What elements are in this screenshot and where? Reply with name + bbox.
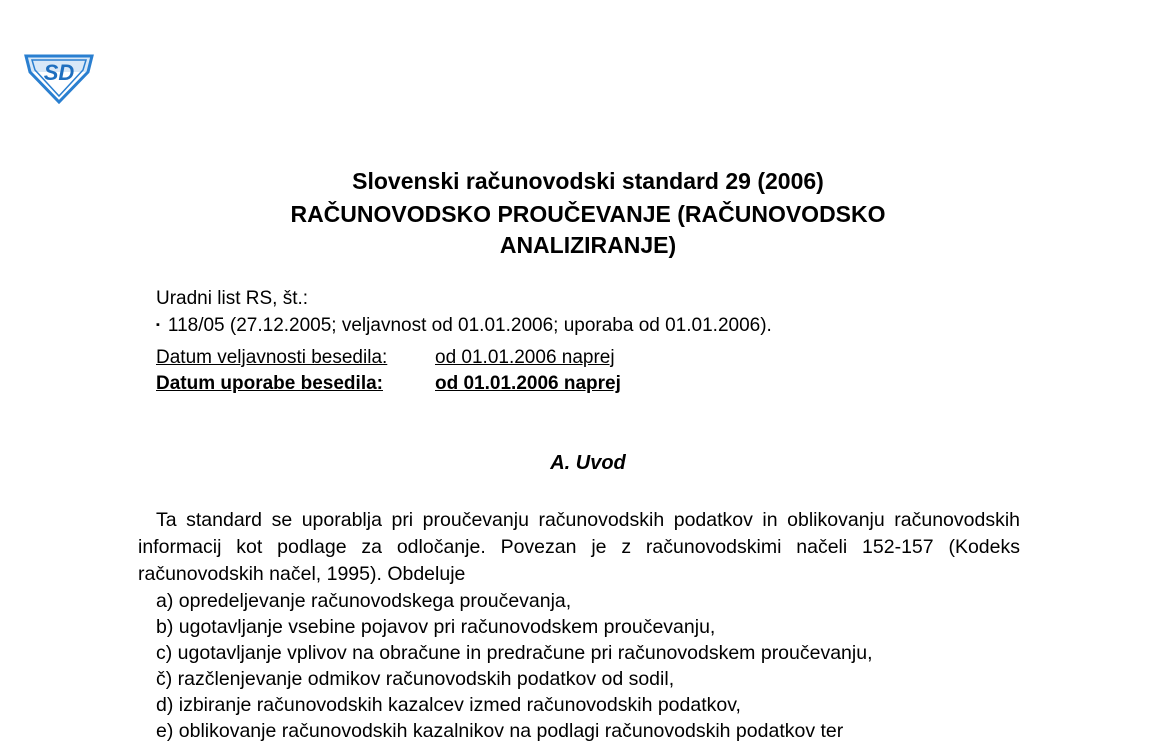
list-item: č) razčlenjevanje odmikov računovodskih podatkov od sodil, xyxy=(156,668,675,690)
document-subtitle-line2: ANALIZIRANJE) xyxy=(499,232,677,258)
validity-date-row xyxy=(156,347,615,369)
list-item: b) ugotavljanje vsebine pojavov pri računovodskem proučevanju, xyxy=(156,616,716,638)
bullet-icon: ▪ xyxy=(156,319,160,331)
application-date-label: Datum uporabe besedila: xyxy=(156,373,383,394)
gazette-label: Uradni list RS, št.: xyxy=(156,288,309,309)
gazette-issue xyxy=(156,314,772,337)
validity-date-label: Datum veljavnosti besedila: xyxy=(156,347,388,368)
topic-list xyxy=(156,588,1056,743)
document-subtitle-line1: RAČUNOVODSKO PROUČEVANJE (RAČUNOVODSKO xyxy=(290,201,886,227)
gazette-issue-text: 118/05 (27.12.2005; veljavnost od 01.01.2006; uporaba od 01.01.2006). xyxy=(167,315,772,336)
document-title: Slovenski računovodski standard 29 (2006) xyxy=(352,168,824,194)
intro-paragraph: Ta standard se uporablja pri proučevanju računovodskih podatkov in oblikovanju računovodskih informacij kot podlage za odločanje. Povezan je z računovodskimi načeli 152-157 (Kodeks računovodskih načel, 1995). Obdeluje xyxy=(138,509,1020,585)
application-date-value: od 01.01.2006 naprej xyxy=(435,373,621,394)
section-heading: A. Uvod xyxy=(550,452,626,474)
list-item: d) izbiranje računovodskih kazalcev izmed računovodskih podatkov, xyxy=(156,694,741,716)
validity-date-value: od 01.01.2006 naprej xyxy=(435,347,615,368)
list-item: a) opredeljevanje računovodskega proučevanja, xyxy=(156,590,572,612)
sd-shield-logo-icon xyxy=(22,50,96,104)
list-item: e) oblikovanje računovodskih kazalnikov na podlagi računovodskih podatkov ter xyxy=(156,720,844,742)
list-item: c) ugotavljanje vplivov na obračune in predračune pri računovodskem proučevanju, xyxy=(156,642,873,664)
application-date-row xyxy=(156,373,621,395)
logo-lettering: SD xyxy=(43,60,75,85)
